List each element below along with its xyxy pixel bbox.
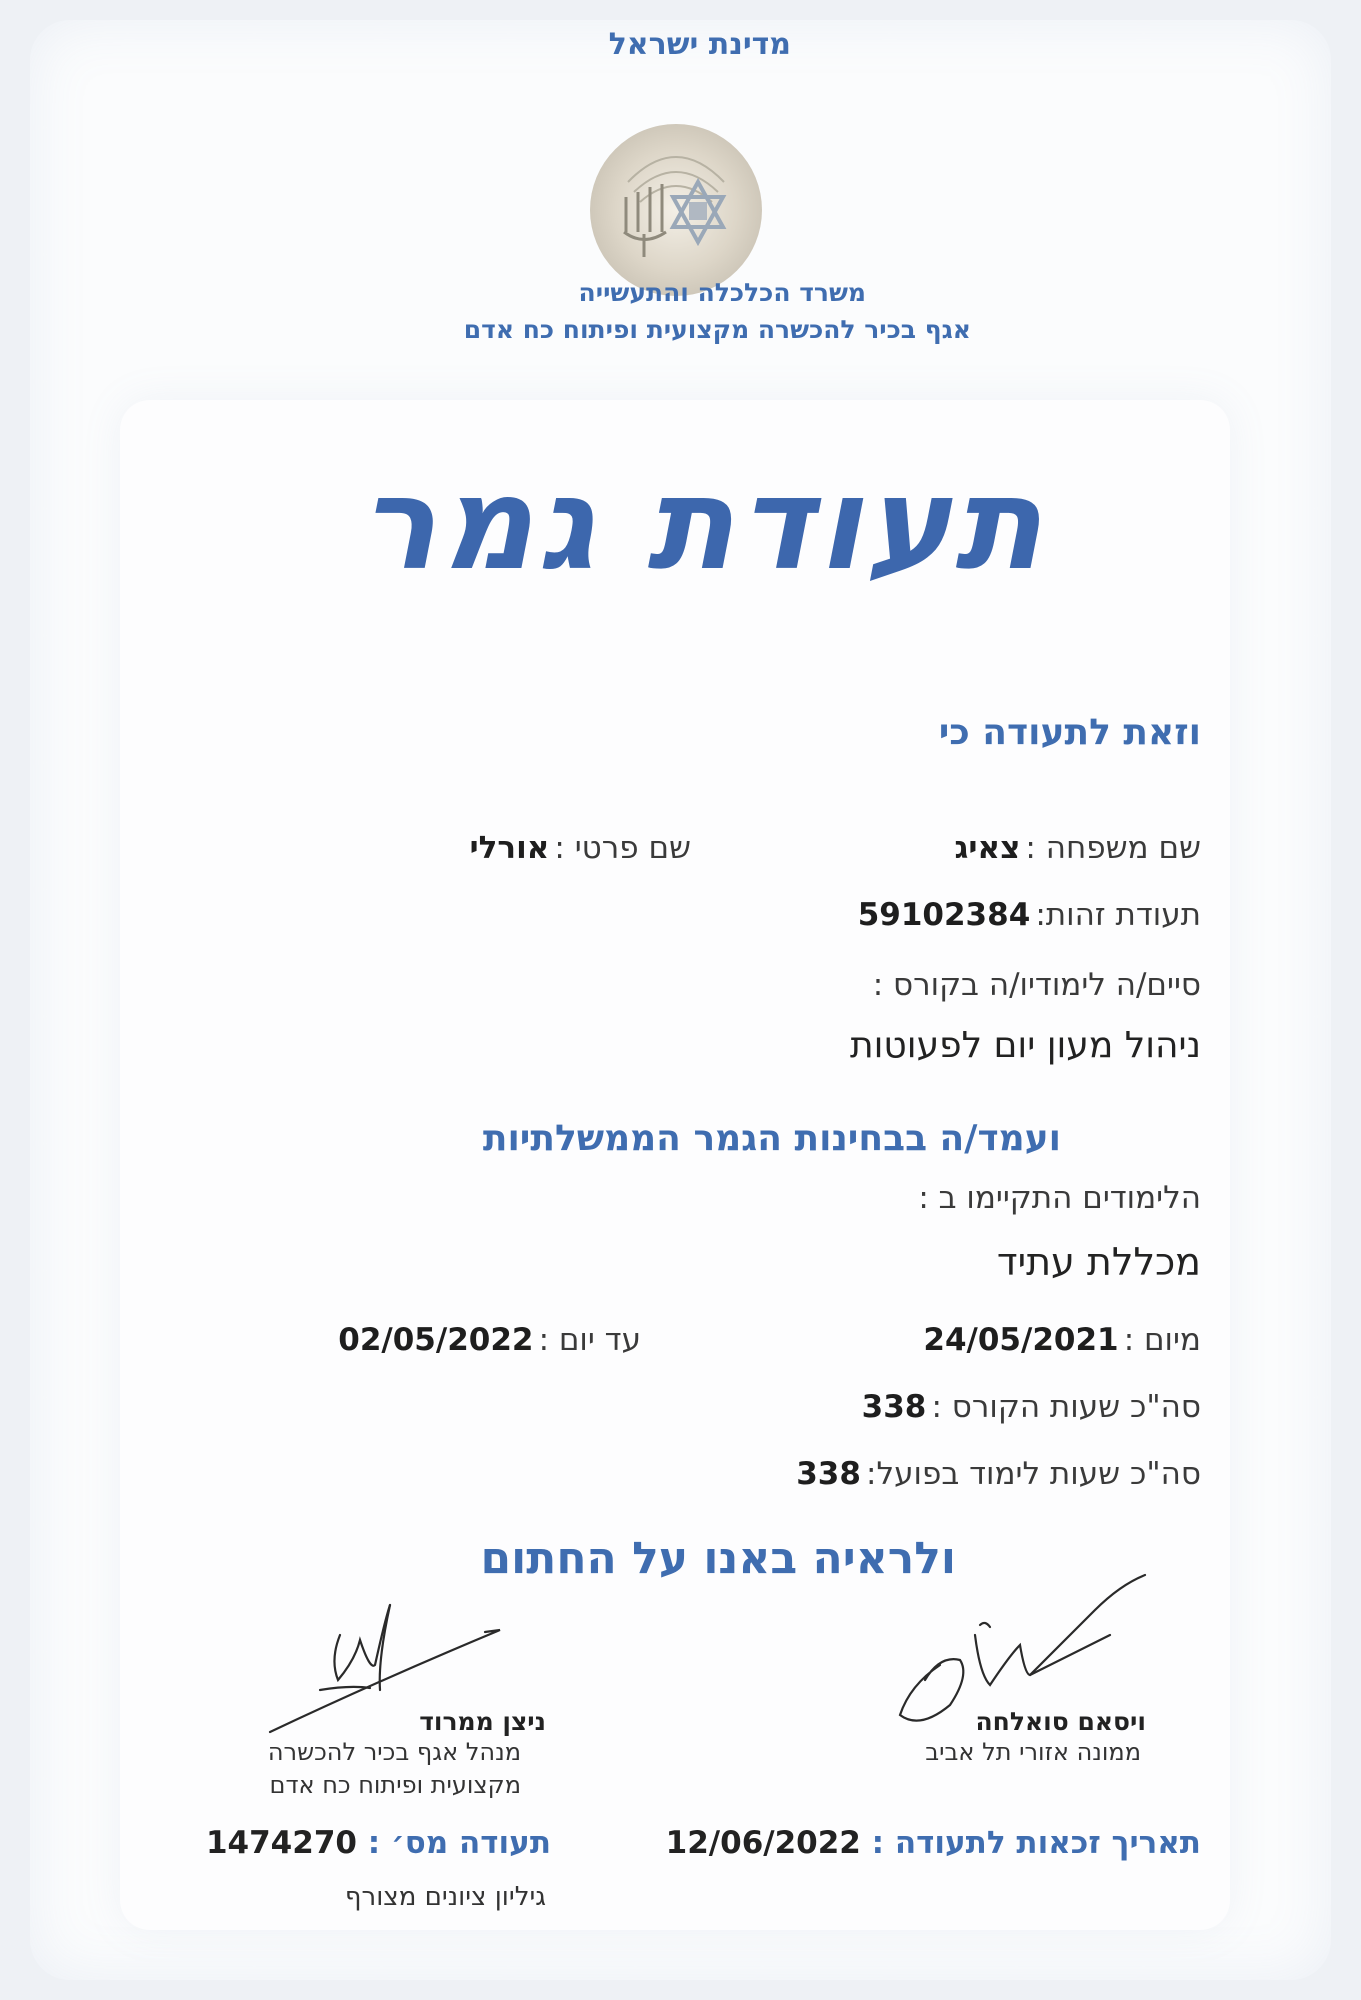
state-emblem-icon xyxy=(588,122,764,298)
from-date: 24/05/2021 xyxy=(923,1322,1119,1358)
left-signatory-role-line1: מנהל אגף בכיר להכשרה xyxy=(267,1738,521,1766)
right-signatory-role: ממונה אזורי תל אביב xyxy=(925,1738,1141,1766)
course-hours-label: סה"כ שעות הקורס : xyxy=(931,1389,1201,1425)
certificate-title: תעודת גמר xyxy=(359,450,1046,599)
to-date: 02/05/2022 xyxy=(338,1322,534,1358)
course-hours-row xyxy=(862,1389,1201,1425)
right-signatory-name: ויסאם סואלחה xyxy=(975,1707,1146,1736)
id-label: תעודת זהות: xyxy=(1035,897,1201,933)
last-name-label: שם משפחה : xyxy=(1025,830,1201,866)
actual-hours-value: 338 xyxy=(796,1456,861,1492)
left-signatory-name: ניצן ממרוד xyxy=(419,1707,546,1736)
exam-text: ועמד/ה בבחינות הגמר הממשלתיות xyxy=(482,1118,1061,1159)
actual-hours-row xyxy=(796,1456,1201,1492)
id-row xyxy=(858,897,1201,933)
state-name: מדינת ישראל xyxy=(608,27,791,62)
id-value: 59102384 xyxy=(857,897,1031,933)
last-name-row xyxy=(955,830,1201,866)
division-name: אגף בכיר להכשרה מקצועית ופיתוח כח אדם xyxy=(463,315,971,344)
college-label: הלימודים התקיימו ב : xyxy=(918,1180,1201,1216)
to-label: עד יום : xyxy=(538,1322,641,1358)
to-date-row xyxy=(338,1322,641,1358)
first-name-label: שם פרטי : xyxy=(554,830,691,866)
last-name-value: צאיג xyxy=(954,830,1021,866)
seal-statement: ולראיה באנו על החתום xyxy=(480,1533,956,1584)
entitlement-date: 12/06/2022 xyxy=(665,1825,861,1861)
course-label: סיים/ה לימודיו/ה בקורס : xyxy=(872,967,1201,1003)
certificate-number-label: תעודה מס׳ : xyxy=(367,1825,551,1861)
from-label: מיום : xyxy=(1123,1322,1201,1358)
course-hours-value: 338 xyxy=(861,1389,927,1425)
college-name: מכללת עתיד xyxy=(996,1240,1201,1284)
course-name: ניהול מעון יום לפעוטות xyxy=(849,1025,1201,1066)
entitlement-label: תאריך זכאות לתעודה : xyxy=(871,1825,1201,1861)
intro-text: וזאת לתעודה כי xyxy=(938,712,1201,753)
left-signatory-role-line2: מקצועית ופיתוח כח אדם xyxy=(269,1771,521,1799)
certificate-number: 1474270 xyxy=(205,1825,357,1861)
actual-hours-label: סה"כ שעות לימוד בפועל: xyxy=(866,1456,1201,1492)
entitlement-row xyxy=(666,1825,1201,1861)
ministry-name: משרד הכלכלה והתעשייה xyxy=(578,278,866,307)
from-date-row xyxy=(923,1322,1201,1358)
grades-note: גיליון ציונים מצורף xyxy=(344,1882,546,1912)
first-name-value: אורלי xyxy=(469,830,550,866)
certificate-number-row xyxy=(206,1825,551,1861)
first-name-row xyxy=(470,830,691,866)
